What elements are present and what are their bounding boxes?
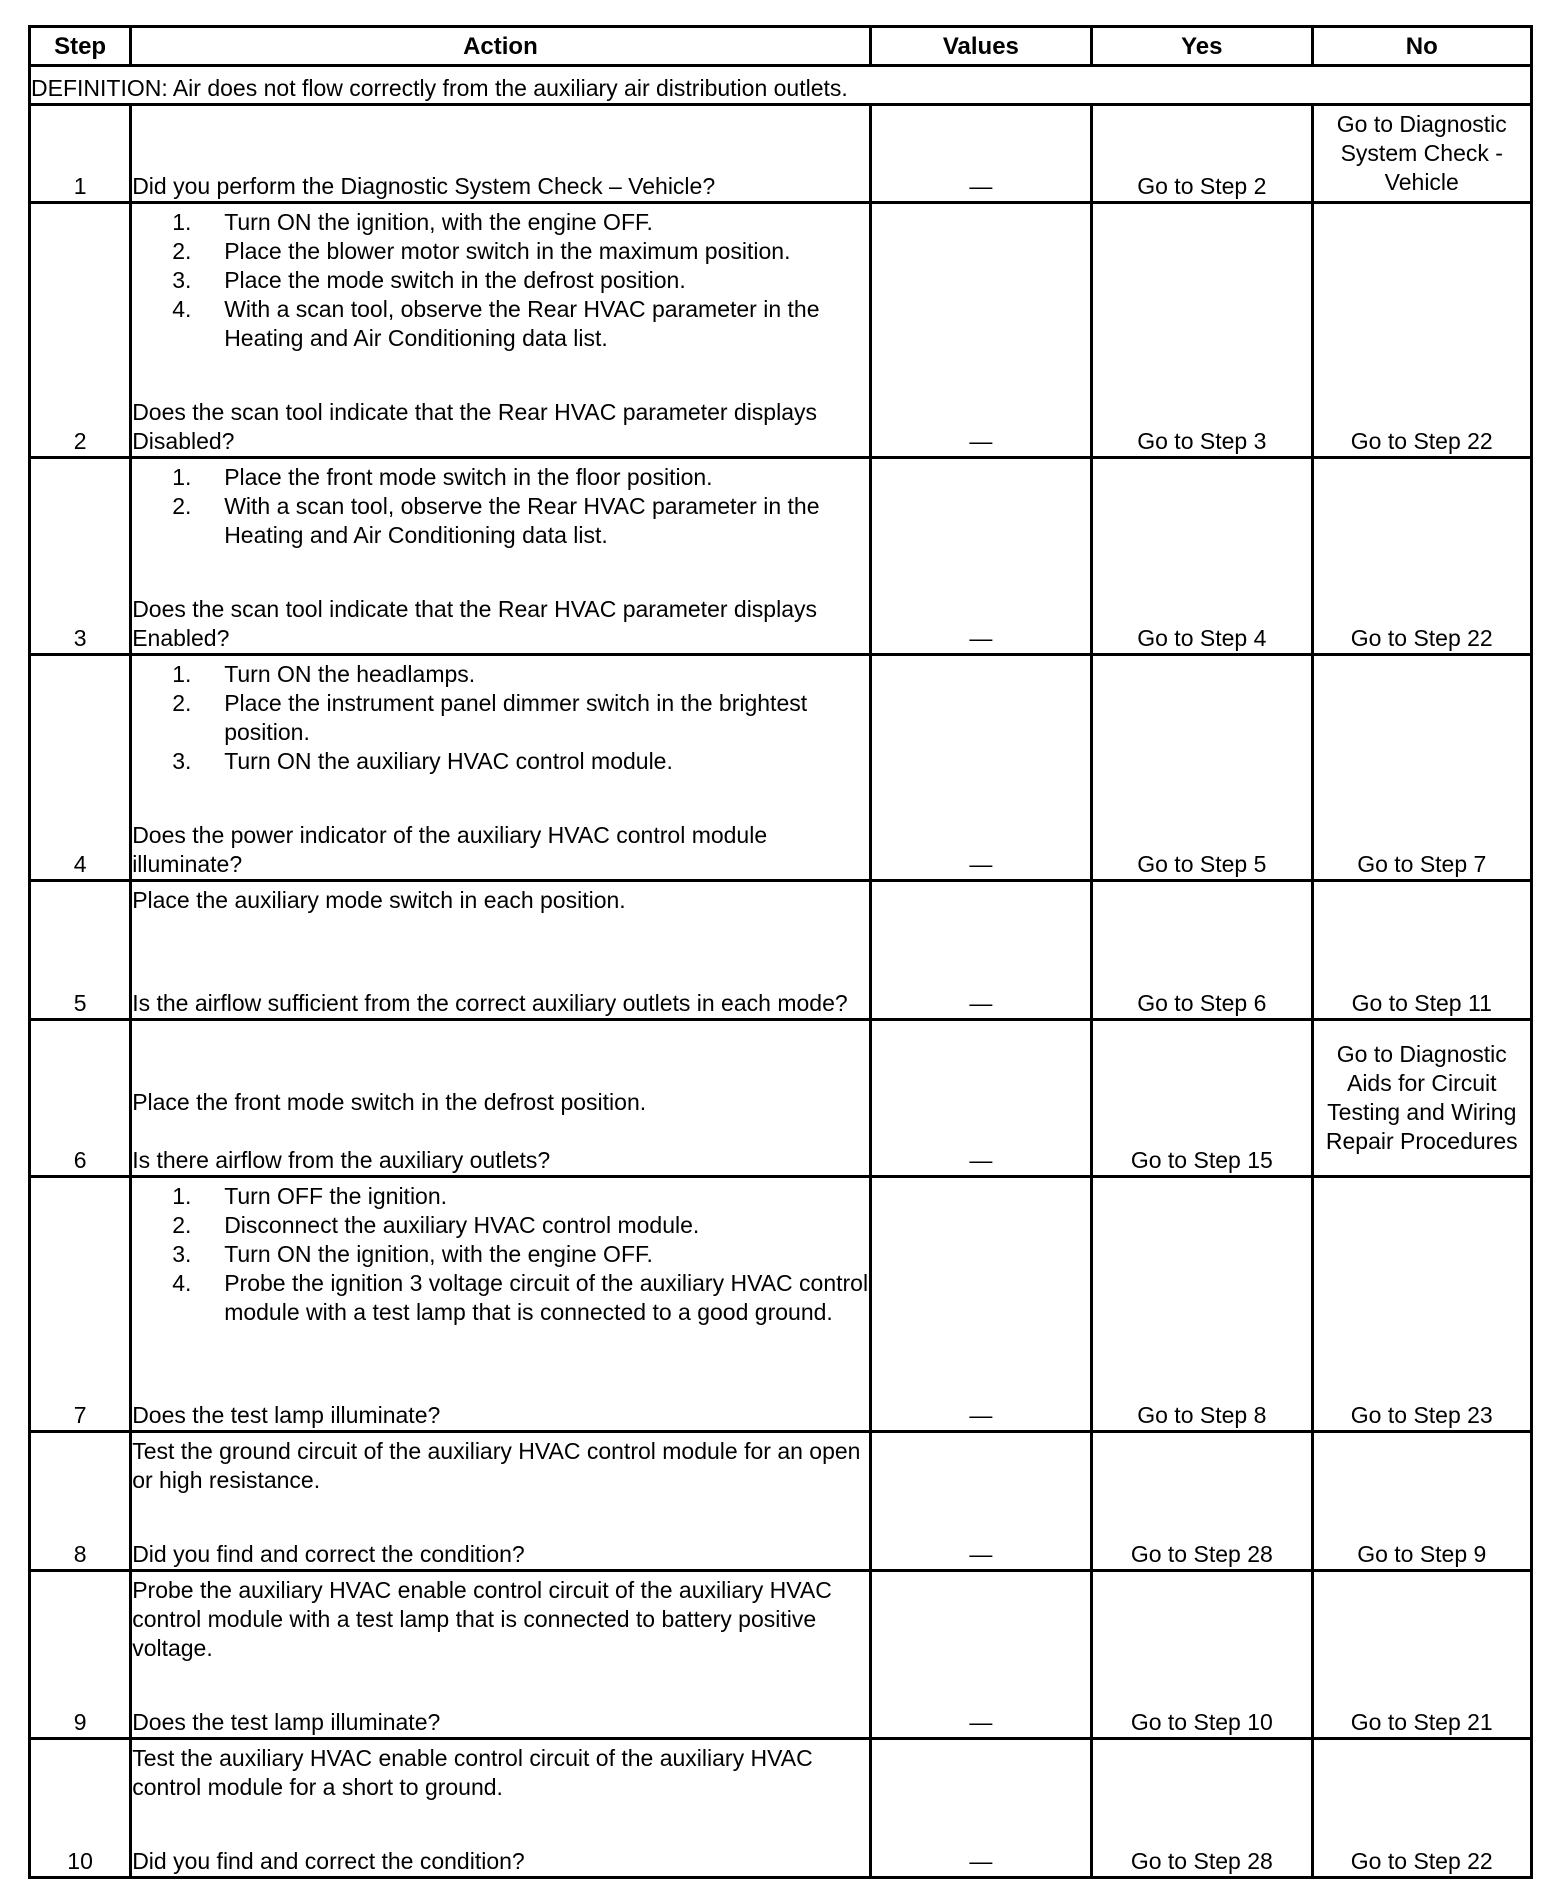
action-steps — [132, 463, 868, 550]
yes-cell: Go to Step 8 — [1092, 1177, 1312, 1432]
action-intro: Place the front mode switch in the defrost position. — [132, 1089, 647, 1115]
action-question: Is the airflow sufficient from the correct auxiliary outlets in each mode? — [132, 990, 848, 1016]
action-question: Does the scan tool indicate that the Rear HVAC parameter displays Disabled? — [132, 399, 817, 454]
step-number: 7 — [30, 1177, 131, 1432]
action-intro: Place the auxiliary mode switch in each position. — [132, 887, 626, 913]
action-question: Did you find and correct the condition? — [132, 1848, 525, 1874]
no-cell: Go to Diagnostic System Check - Vehicle — [1312, 105, 1531, 203]
action-intro: Test the auxiliary HVAC enable control circuit of the auxiliary HVAC control module for a short to ground. — [132, 1745, 813, 1800]
action-question: Does the power indicator of the auxiliary HVAC control module illuminate? — [132, 822, 768, 877]
step-item-text: With a scan tool, observe the Rear HVAC parameter in the Heating and Air Conditioning data list. — [224, 296, 820, 351]
step-number: 9 — [30, 1571, 131, 1739]
header-no: No — [1312, 27, 1531, 66]
value-cell: — — [870, 655, 1091, 881]
list-item: 3. Turn ON the auxiliary HVAC control module. — [172, 748, 673, 774]
table-row — [30, 1432, 1532, 1571]
action-cell — [131, 1739, 870, 1878]
action-cell — [131, 1432, 870, 1571]
list-item: 1. Turn ON the headlamps. — [172, 661, 476, 687]
list-item: 3. Place the mode switch in the defrost position. — [172, 267, 686, 293]
list-item: 4. With a scan tool, observe the Rear HVAC parameter in the Heating and Air Conditioning data list. — [172, 295, 868, 353]
list-item: 1. Turn ON the ignition, with the engine OFF. — [172, 209, 653, 235]
action-cell — [131, 458, 870, 655]
action-question: Is there airflow from the auxiliary outlets? — [132, 1147, 551, 1173]
no-cell: Go to Step 21 — [1312, 1571, 1531, 1739]
action-steps — [132, 660, 868, 776]
no-cell: Go to Step 22 — [1312, 203, 1531, 458]
definition-row — [30, 66, 1532, 105]
table-row — [30, 1739, 1532, 1878]
table-row — [30, 655, 1532, 881]
action-cell — [131, 881, 870, 1020]
action-steps — [132, 208, 868, 353]
yes-cell: Go to Step 28 — [1092, 1739, 1312, 1878]
action-question: Does the test lamp illuminate? — [132, 1709, 441, 1735]
header-values: Values — [870, 27, 1091, 66]
value-cell: — — [870, 1739, 1091, 1878]
action-cell — [131, 203, 870, 458]
no-cell: Go to Step 9 — [1312, 1432, 1531, 1571]
step-number: 8 — [30, 1432, 131, 1571]
step-number: 4 — [30, 655, 131, 881]
yes-cell: Go to Step 28 — [1092, 1432, 1312, 1571]
yes-cell: Go to Step 2 — [1092, 105, 1312, 203]
table-row — [30, 105, 1532, 203]
diagnostic-table — [28, 25, 1533, 1879]
value-cell: — — [870, 881, 1091, 1020]
action-intro: Probe the auxiliary HVAC enable control circuit of the auxiliary HVAC control module with a test lamp that is connected to battery positive voltage. — [132, 1577, 832, 1661]
step-item-text: Turn ON the ignition, with the engine OFF. — [224, 209, 653, 235]
list-item: 3. Turn ON the ignition, with the engine OFF. — [172, 1241, 653, 1267]
table-row — [30, 881, 1532, 1020]
yes-cell: Go to Step 10 — [1092, 1571, 1312, 1739]
list-item: 4. Probe the ignition 3 voltage circuit of the auxiliary HVAC control module with a test lamp that is connected to a good ground. — [172, 1270, 869, 1325]
action-intro: Did you perform the Diagnostic System Check – Vehicle? — [132, 173, 716, 199]
list-item: 1. Turn OFF the ignition. — [172, 1183, 448, 1209]
step-item-text: Disconnect the auxiliary HVAC control module. — [224, 1212, 700, 1238]
value-cell: — — [870, 1020, 1091, 1177]
step-item-text: Turn ON the headlamps. — [224, 661, 476, 687]
action-cell — [131, 655, 870, 881]
value-cell: — — [870, 105, 1091, 203]
step-number: 1 — [30, 105, 131, 203]
value-cell: — — [870, 1177, 1091, 1432]
yes-cell: Go to Step 15 — [1092, 1020, 1312, 1177]
step-number: 2 — [30, 203, 131, 458]
action-cell — [131, 1571, 870, 1739]
action-cell — [131, 1177, 870, 1432]
header-row — [30, 27, 1532, 66]
table-row — [30, 203, 1532, 458]
step-item-text: Place the instrument panel dimmer switch in the brightest position. — [224, 690, 808, 745]
header-step: Step — [30, 27, 131, 66]
step-number: 3 — [30, 458, 131, 655]
definition-text: DEFINITION: Air does not flow correctly from the auxiliary air distribution outlets. — [30, 66, 1532, 105]
step-number: 5 — [30, 881, 131, 1020]
yes-cell: Go to Step 5 — [1092, 655, 1312, 881]
step-item-text: Turn ON the ignition, with the engine OFF. — [224, 1241, 653, 1267]
step-number: 6 — [30, 1020, 131, 1177]
action-question: Does the test lamp illuminate? — [132, 1402, 441, 1428]
list-item: 2. Disconnect the auxiliary HVAC control module. — [172, 1212, 700, 1238]
action-cell — [131, 1020, 870, 1177]
table-row — [30, 458, 1532, 655]
step-item-text: Turn OFF the ignition. — [224, 1183, 448, 1209]
step-number: 10 — [30, 1739, 131, 1878]
value-cell: — — [870, 1571, 1091, 1739]
no-cell: Go to Diagnostic Aids for Circuit Testing and Wiring Repair Procedures — [1312, 1020, 1531, 1177]
list-item: 2. Place the instrument panel dimmer switch in the brightest position. — [172, 689, 868, 747]
action-question: Does the scan tool indicate that the Rear HVAC parameter displays Enabled? — [132, 596, 817, 651]
action-question: Did you find and correct the condition? — [132, 1541, 525, 1567]
value-cell: — — [870, 203, 1091, 458]
list-item: 1. Place the front mode switch in the floor position. — [172, 464, 713, 490]
no-cell: Go to Step 7 — [1312, 655, 1531, 881]
list-item: 2. Place the blower motor switch in the maximum position. — [172, 238, 791, 264]
step-item-text: Place the front mode switch in the floor position. — [224, 464, 713, 490]
yes-cell: Go to Step 4 — [1092, 458, 1312, 655]
no-cell: Go to Step 23 — [1312, 1177, 1531, 1432]
step-item-text: Turn ON the auxiliary HVAC control module. — [224, 748, 673, 774]
table-row — [30, 1020, 1532, 1177]
list-item: 2. With a scan tool, observe the Rear HVAC parameter in the Heating and Air Conditioning data list. — [172, 492, 868, 550]
step-item-text: Place the mode switch in the defrost position. — [224, 267, 686, 293]
header-yes: Yes — [1092, 27, 1312, 66]
header-action: Action — [131, 27, 870, 66]
no-cell: Go to Step 11 — [1312, 881, 1531, 1020]
no-cell: Go to Step 22 — [1312, 1739, 1531, 1878]
value-cell: — — [870, 1432, 1091, 1571]
step-item-text: With a scan tool, observe the Rear HVAC parameter in the Heating and Air Conditioning data list. — [224, 493, 820, 548]
table-row — [30, 1177, 1532, 1432]
yes-cell: Go to Step 3 — [1092, 203, 1312, 458]
no-cell: Go to Step 22 — [1312, 458, 1531, 655]
step-item-text: Place the blower motor switch in the maximum position. — [224, 238, 791, 264]
action-steps — [132, 1182, 868, 1327]
yes-cell: Go to Step 6 — [1092, 881, 1312, 1020]
value-cell: — — [870, 458, 1091, 655]
action-intro: Test the ground circuit of the auxiliary HVAC control module for an open or high resistance. — [132, 1438, 861, 1493]
step-item-text: Probe the ignition 3 voltage circuit of the auxiliary HVAC control module with a test lamp that is connected to a good ground. — [224, 1270, 869, 1325]
action-cell — [131, 105, 870, 203]
table-row — [30, 1571, 1532, 1739]
